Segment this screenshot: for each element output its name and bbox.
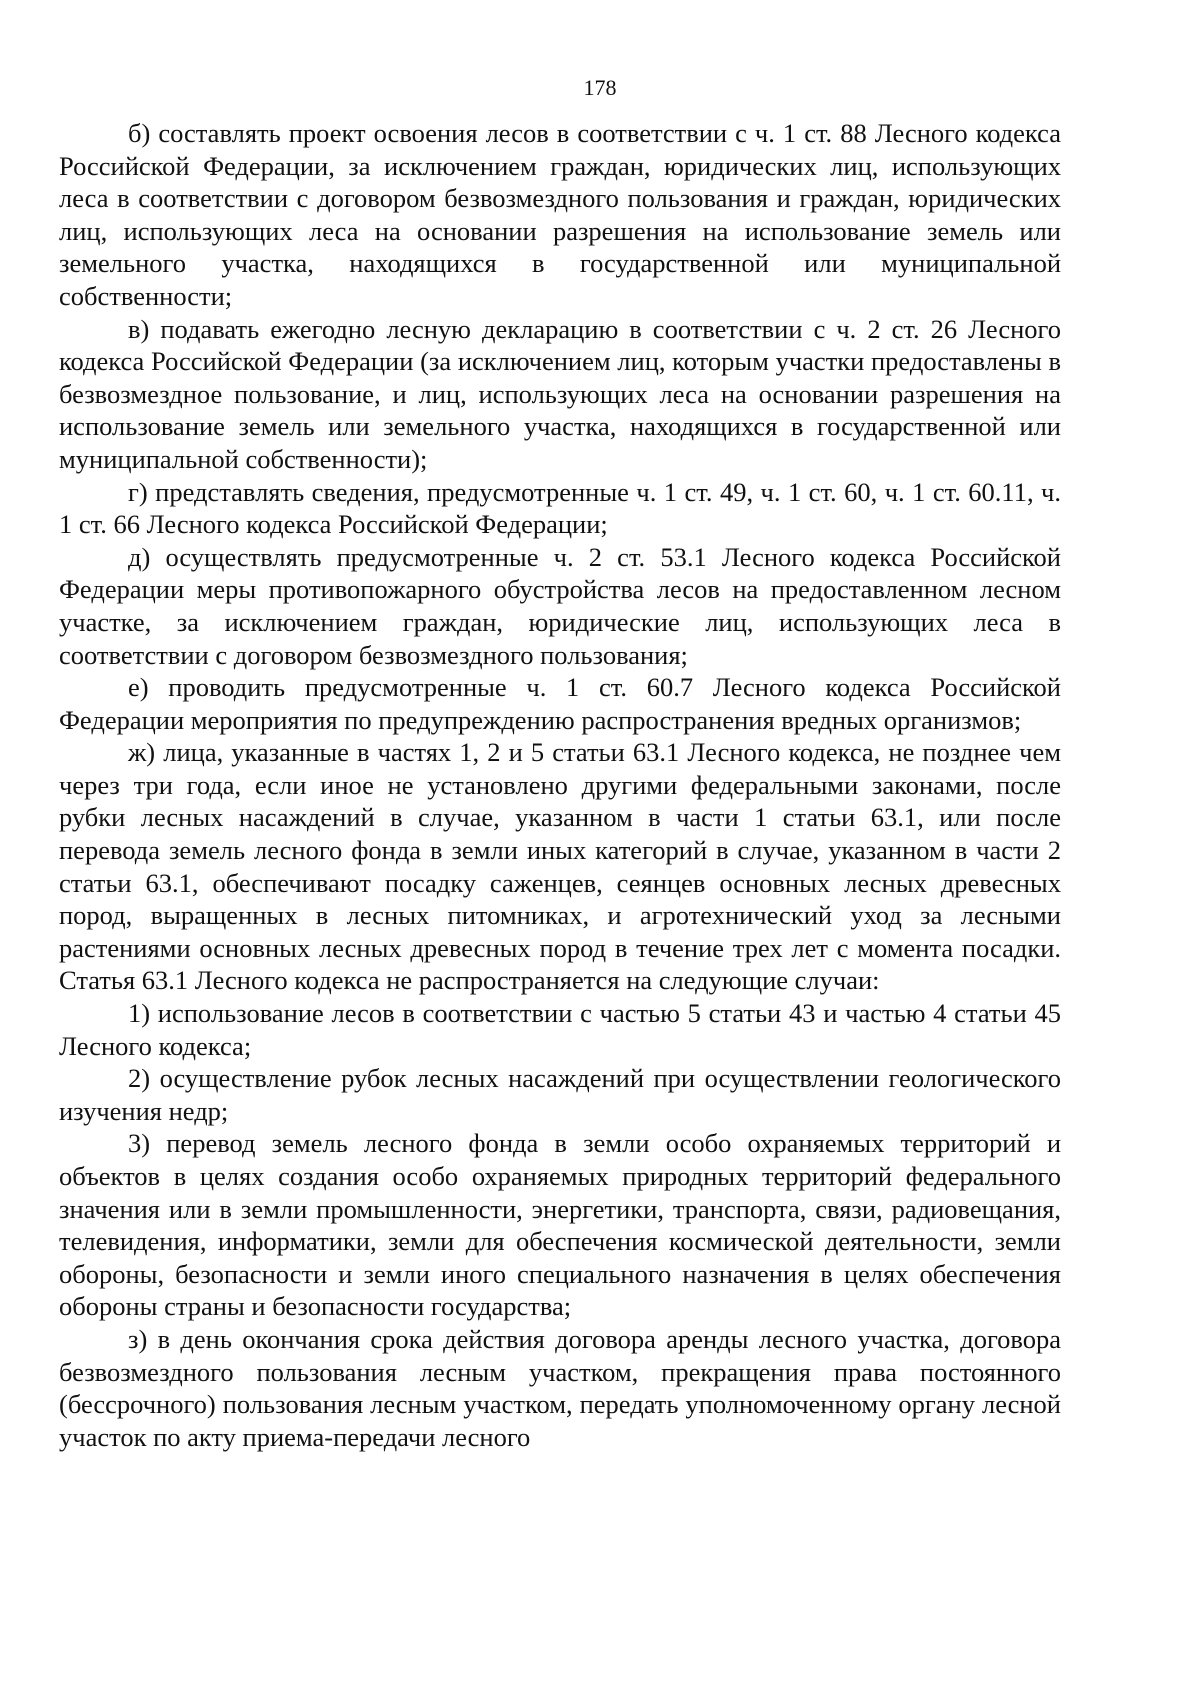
paragraph-g: г) представлять сведения, предусмотренные ч. 1 ст. 49, ч. 1 ст. 60, ч. 1 ст. 60.11, ч. 1 ст. 66 Лесного кодекса Российской Федерации; [59, 476, 1061, 540]
paragraph-2: 2) осуществление рубок лесных насаждений при осуществлении геологического изучения недр; [59, 1063, 1061, 1126]
paragraph-z: з) в день окончания срока действия договора аренды лесного участка, договора безвозмездного пользования лесным участком, прекращения права постоянного (бессрочного) пользования лесным участком, передать уполномоченному органу лесной участок по акту приема-передачи лесного [59, 1323, 1061, 1452]
paragraph-1: 1) использование лесов в соответствии с частью 5 статьи 43 и частью 4 статьи 45 Лесного кодекса; [59, 998, 1061, 1061]
paragraph-e: е) проводить предусмотренные ч. 1 ст. 60.7 Лесного кодекса Российской Федерации мероприятия по предупреждению распространения вредных организмов; [59, 672, 1061, 735]
paragraph-b: б) составлять проект освоения лесов в соответствии с ч. 1 ст. 88 Лесного кодекса Российской Федерации, за исключением граждан, юридических лиц, использующих леса в соответствии с договором безвозмездного пользования и граждан, юридических лиц, использующих леса на основании разрешения на использование земель или земельного участка, находящихся в государственной или муниципальной собственности; [59, 118, 1061, 311]
paragraph-d: д) осуществлять предусмотренные ч. 2 ст. 53.1 Лесного кодекса Российской Федерации меры противопожарного обустройства лесов на предоставленном лесном участке, за исключением граждан, юридические лиц, использующих леса в соответствии с договором безвозмездного пользования; [59, 541, 1061, 670]
page-number: 178 [583, 75, 617, 100]
paragraph-v: в) подавать ежегодно лесную декларацию в соответствии с ч. 2 ст. 26 Лесного кодекса Российской Федерации (за исключением лиц, которым участки предоставлены в безвозмездное пользование, и лиц, использующих леса на основании разрешения на использование земель или земельного участка, находящихся в государственной или муниципальной собственности); [59, 313, 1061, 474]
paragraph-3: 3) перевод земель лесного фонда в земли особо охраняемых территорий и объектов в целях создания особо охраняемых природных территорий федерального значения или в земли промышленности, энергетики, транспорта, связи, радиовещания, телевидения, информатики, земли для обеспечения космической деятельности, земли обороны, безопасности и земли иного специального назначения в целях обеспечения обороны страны и безопасности государства; [59, 1128, 1061, 1322]
paragraph-zh: ж) лица, указанные в частях 1, 2 и 5 статьи 63.1 Лесного кодекса, не позднее чем через три года, если иное не установлено другими федеральными законами, после рубки лесных насаждений в случае, указанном в части 1 статьи 63.1, или после перевода земель лесного фонда в земли иных категорий в случае, указанном в части 2 статьи 63.1, обеспечивают посадку саженцев, сеянцев основных лесных древесных пород, выращенных в лесных питомниках, и агротехнический уход за лесными растениями основных лесных древесных пород в течение трех лет с момента посадки. Статья 63.1 Лесного кодекса не распространяется на следующие случаи: [59, 737, 1061, 996]
document-body [59, 117, 1061, 1453]
